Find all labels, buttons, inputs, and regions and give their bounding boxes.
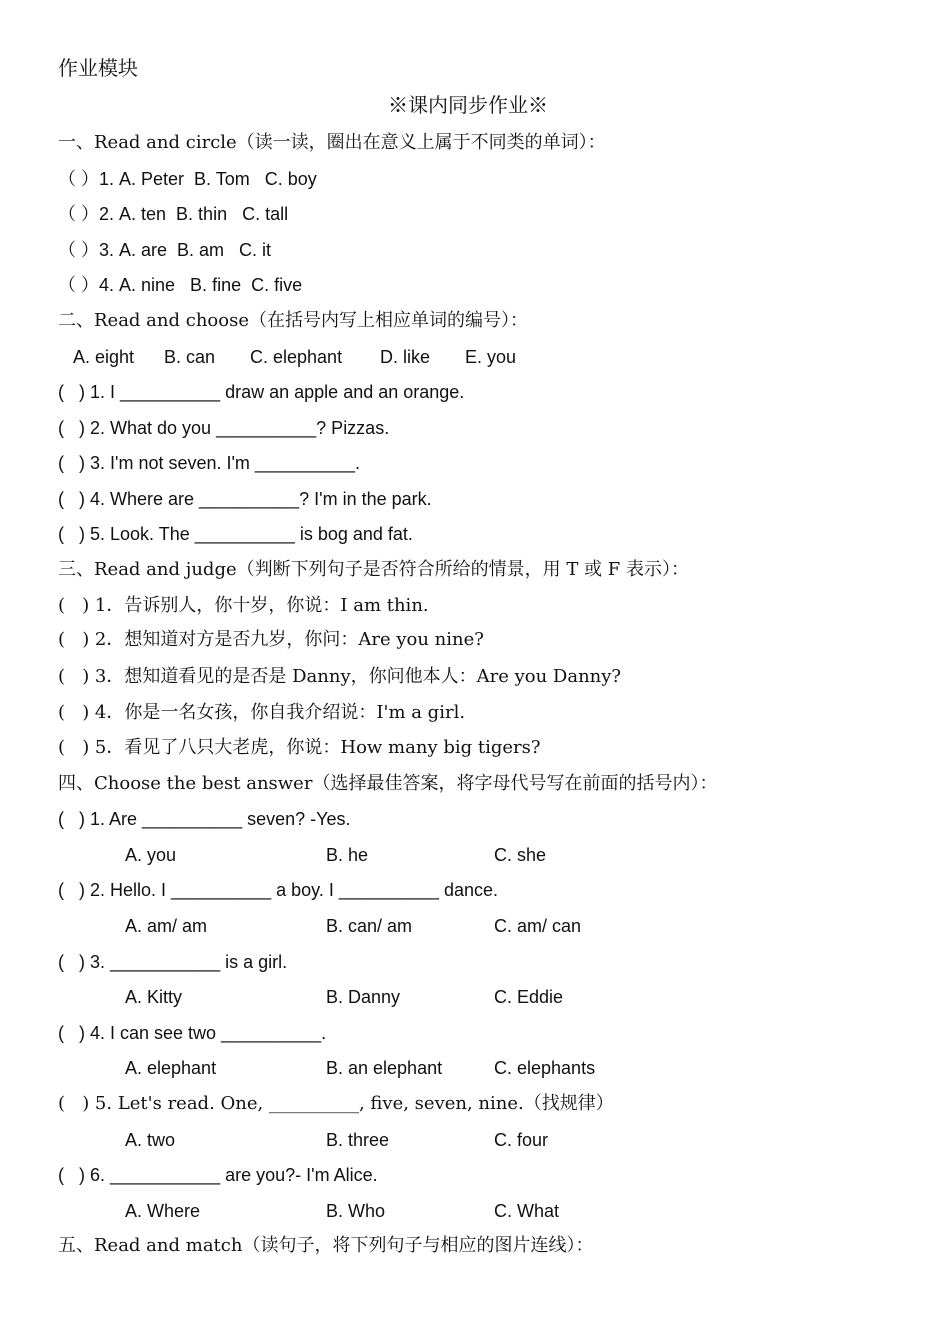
section-1-item: （ ）3. A. are B. am C. it [58,240,272,260]
section-2-item: ( ) 3. I'm not seven. I'm __________. [58,453,361,473]
answer-option-c: C. she [494,845,547,865]
answer-option-c: C. Eddie [494,987,564,1007]
section-2-option: B. can [164,347,216,367]
answer-option-a: A. elephant [125,1058,217,1078]
section-2-item: ( ) 2. What do you __________? Pizzas. [58,418,390,438]
answer-option-b: B. he [326,845,369,865]
section-3-item: ( ) 3．想知道看见的是否是 Danny，你问他本人：Are you Danny? [58,666,622,687]
question: ( ) 3. ___________ is a girl. [58,952,288,972]
answer-option-a: A. Kitty [125,987,183,1007]
section-1-item: （ ）4. A. nine B. fine C. five [58,275,303,295]
section-1-heading: 一、Read and circle（读一读，圈出在意义上属于不同类的单词）： [58,132,606,153]
answer-option-a: A. am/ am [125,916,208,936]
answer-option-b: B. three [326,1130,390,1150]
answer-option-b: B. Who [326,1201,386,1221]
section-3-item: ( ) 4．你是一名女孩，你自我介绍说：I'm a girl. [58,702,466,723]
section-2-option: C. elephant [250,347,343,367]
answer-option-c: C. four [494,1130,549,1150]
section-3-item: ( ) 5．看见了八只大老虎，你说：How many big tigers? [58,737,541,758]
section-2-item: ( ) 5. Look. The __________ is bog and fat. [58,524,413,544]
answer-option-c: C. What [494,1201,560,1221]
question: ( ) 2. Hello. I __________ a boy. I __________ dance. [58,880,498,900]
answer-option-b: B. an elephant [326,1058,443,1078]
section-2-item: ( ) 1. I __________ draw an apple and an orange. [58,382,465,402]
section-3-item: ( ) 1．告诉别人，你十岁，你说：I am thin. [58,595,429,616]
answer-option-a: A. Where [125,1201,201,1221]
question: ( ) 5. Let's read. One, __________, five, seven, nine.（找规律） [58,1093,614,1114]
module-title: 作业模块 [58,56,138,80]
question: ( ) 4. I can see two __________. [58,1023,327,1043]
section-4-heading: 四、Choose the best answer（选择最佳答案，将字母代号写在前面的括号内）： [58,773,718,794]
section-2-heading: 二、Read and choose（在括号内写上相应单词的编号）： [58,310,528,331]
section-5-heading: 五、Read and match（读句子，将下列句子与相应的图片连线）： [58,1235,594,1256]
document-title: ※课内同步作业※ [388,93,548,117]
section-3-item: ( ) 2．想知道对方是否九岁，你问：Are you nine? [58,629,484,650]
section-2-option: A. eight [73,347,135,367]
section-2-option: D. like [380,347,431,367]
answer-option-c: C. elephants [494,1058,596,1078]
section-2-item: ( ) 4. Where are __________? I'm in the park. [58,489,432,509]
question: ( ) 1. Are __________ seven? -Yes. [58,809,351,829]
answer-option-b: B. Danny [326,987,401,1007]
answer-option-b: B. can/ am [326,916,413,936]
section-1-item: （ ）1. A. Peter B. Tom C. boy [58,169,317,189]
answer-option-a: A. two [125,1130,176,1150]
question: ( ) 6. ___________ are you?- I'm Alice. [58,1165,378,1185]
answer-option-a: A. you [125,845,177,865]
section-1-item: （ ）2. A. ten B. thin C. tall [58,204,289,224]
section-3-heading: 三、Read and judge（判断下列句子是否符合所给的情景，用 T 或 F 表示）： [58,559,689,580]
section-2-option: E. you [465,347,517,367]
answer-option-c: C. am/ can [494,916,582,936]
